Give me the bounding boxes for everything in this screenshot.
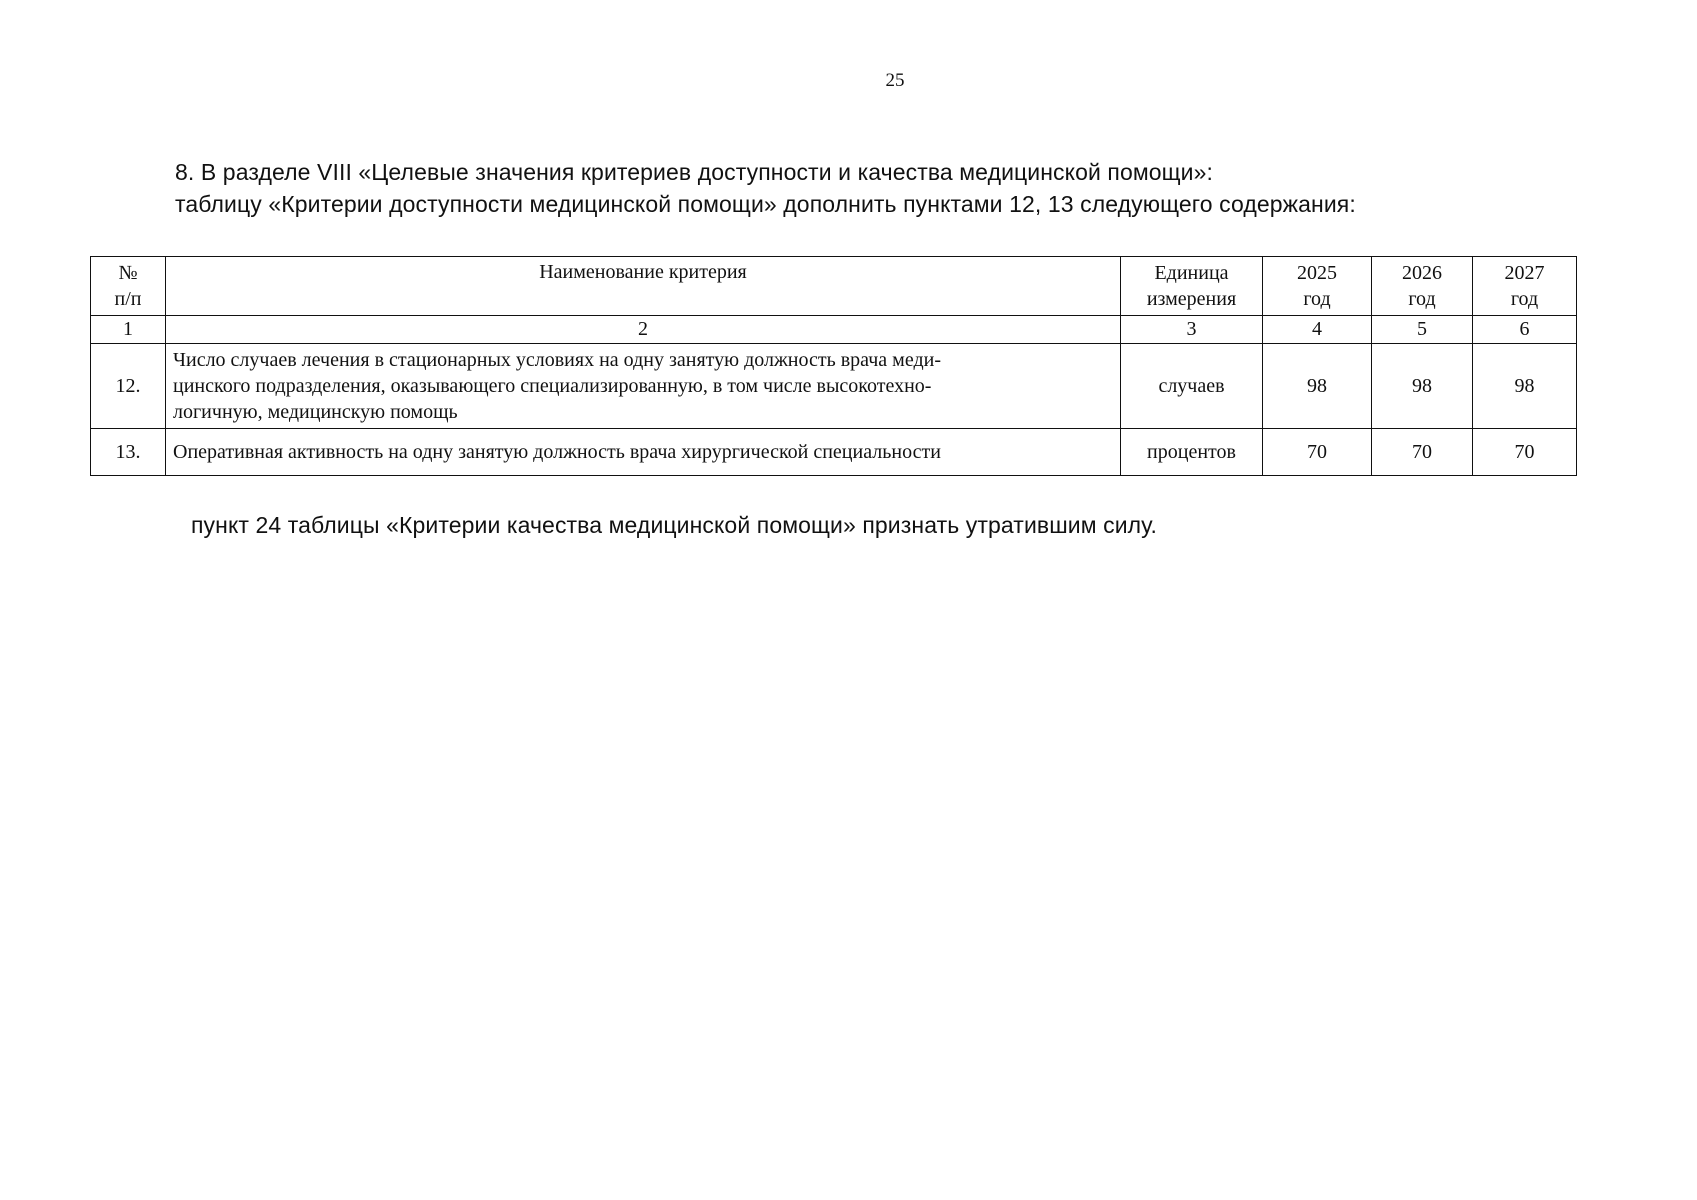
amendment-paragraph: таблицу «Критерии доступности медицинской помощи» дополнить пунктами 12, 13 следующего содержания: <box>175 191 1356 217</box>
header-no-abbr: п/п <box>114 288 142 310</box>
header-2026-cell <box>1372 257 1473 316</box>
criterion-name: Оперативная активность на одну занятую должность врача хирургической специальности <box>166 429 1121 476</box>
column-number-row <box>91 316 1577 344</box>
column-number: 4 <box>1263 316 1372 344</box>
value-2025: 98 <box>1263 344 1372 429</box>
value-2027: 70 <box>1473 429 1577 476</box>
column-number: 6 <box>1473 316 1577 344</box>
header-name-cell <box>166 257 1121 316</box>
table-row <box>91 429 1577 476</box>
criterion-name-line: цинского подразделения, оказывающего специализированную, в том числе высокотехно- <box>173 375 932 397</box>
column-number: 2 <box>166 316 1121 344</box>
header-name: Наименование критерия <box>539 261 747 283</box>
header-2027-label: год <box>1510 288 1539 310</box>
table-row <box>91 344 1577 429</box>
criterion-name-line: логичную, медицинскую помощь <box>173 401 458 423</box>
section-paragraph: 8. В разделе VIII «Целевые значения критериев доступности и качества медицинской помощи»: <box>175 159 1214 185</box>
column-number: 5 <box>1372 316 1473 344</box>
page-number: 25 <box>885 70 905 91</box>
criterion-name <box>166 344 1121 429</box>
header-2026-year: 2026 <box>1402 262 1442 284</box>
row-number: 13. <box>91 429 166 476</box>
table-header-row <box>91 257 1577 316</box>
header-2027-year: 2027 <box>1504 262 1545 284</box>
criterion-name-line: Число случаев лечения в стационарных условиях на одну занятую должность врача меди- <box>173 349 941 371</box>
repeal-paragraph: пункт 24 таблицы «Критерии качества медицинской помощи» признать утратившим силу. <box>191 512 1157 538</box>
column-number: 3 <box>1121 316 1263 344</box>
value-2026: 70 <box>1372 429 1473 476</box>
row-number: 12. <box>91 344 166 429</box>
header-2025-year: 2025 <box>1297 262 1337 284</box>
value-2027: 98 <box>1473 344 1577 429</box>
header-2026-label: год <box>1408 288 1436 310</box>
header-unit-line1: Единица <box>1154 262 1229 284</box>
criterion-unit: случаев <box>1121 344 1263 429</box>
header-2025-cell <box>1263 257 1372 316</box>
column-number: 1 <box>91 316 166 344</box>
header-no-symbol: № <box>118 262 138 284</box>
header-unit-cell <box>1121 257 1263 316</box>
header-unit-line2: измерения <box>1146 288 1237 310</box>
criterion-unit: процентов <box>1121 429 1263 476</box>
header-2027-cell <box>1473 257 1577 316</box>
value-2026: 98 <box>1372 344 1473 429</box>
header-2025-label: год <box>1303 288 1331 310</box>
value-2025: 70 <box>1263 429 1372 476</box>
header-no-cell <box>91 257 166 316</box>
criteria-table <box>90 256 1577 476</box>
